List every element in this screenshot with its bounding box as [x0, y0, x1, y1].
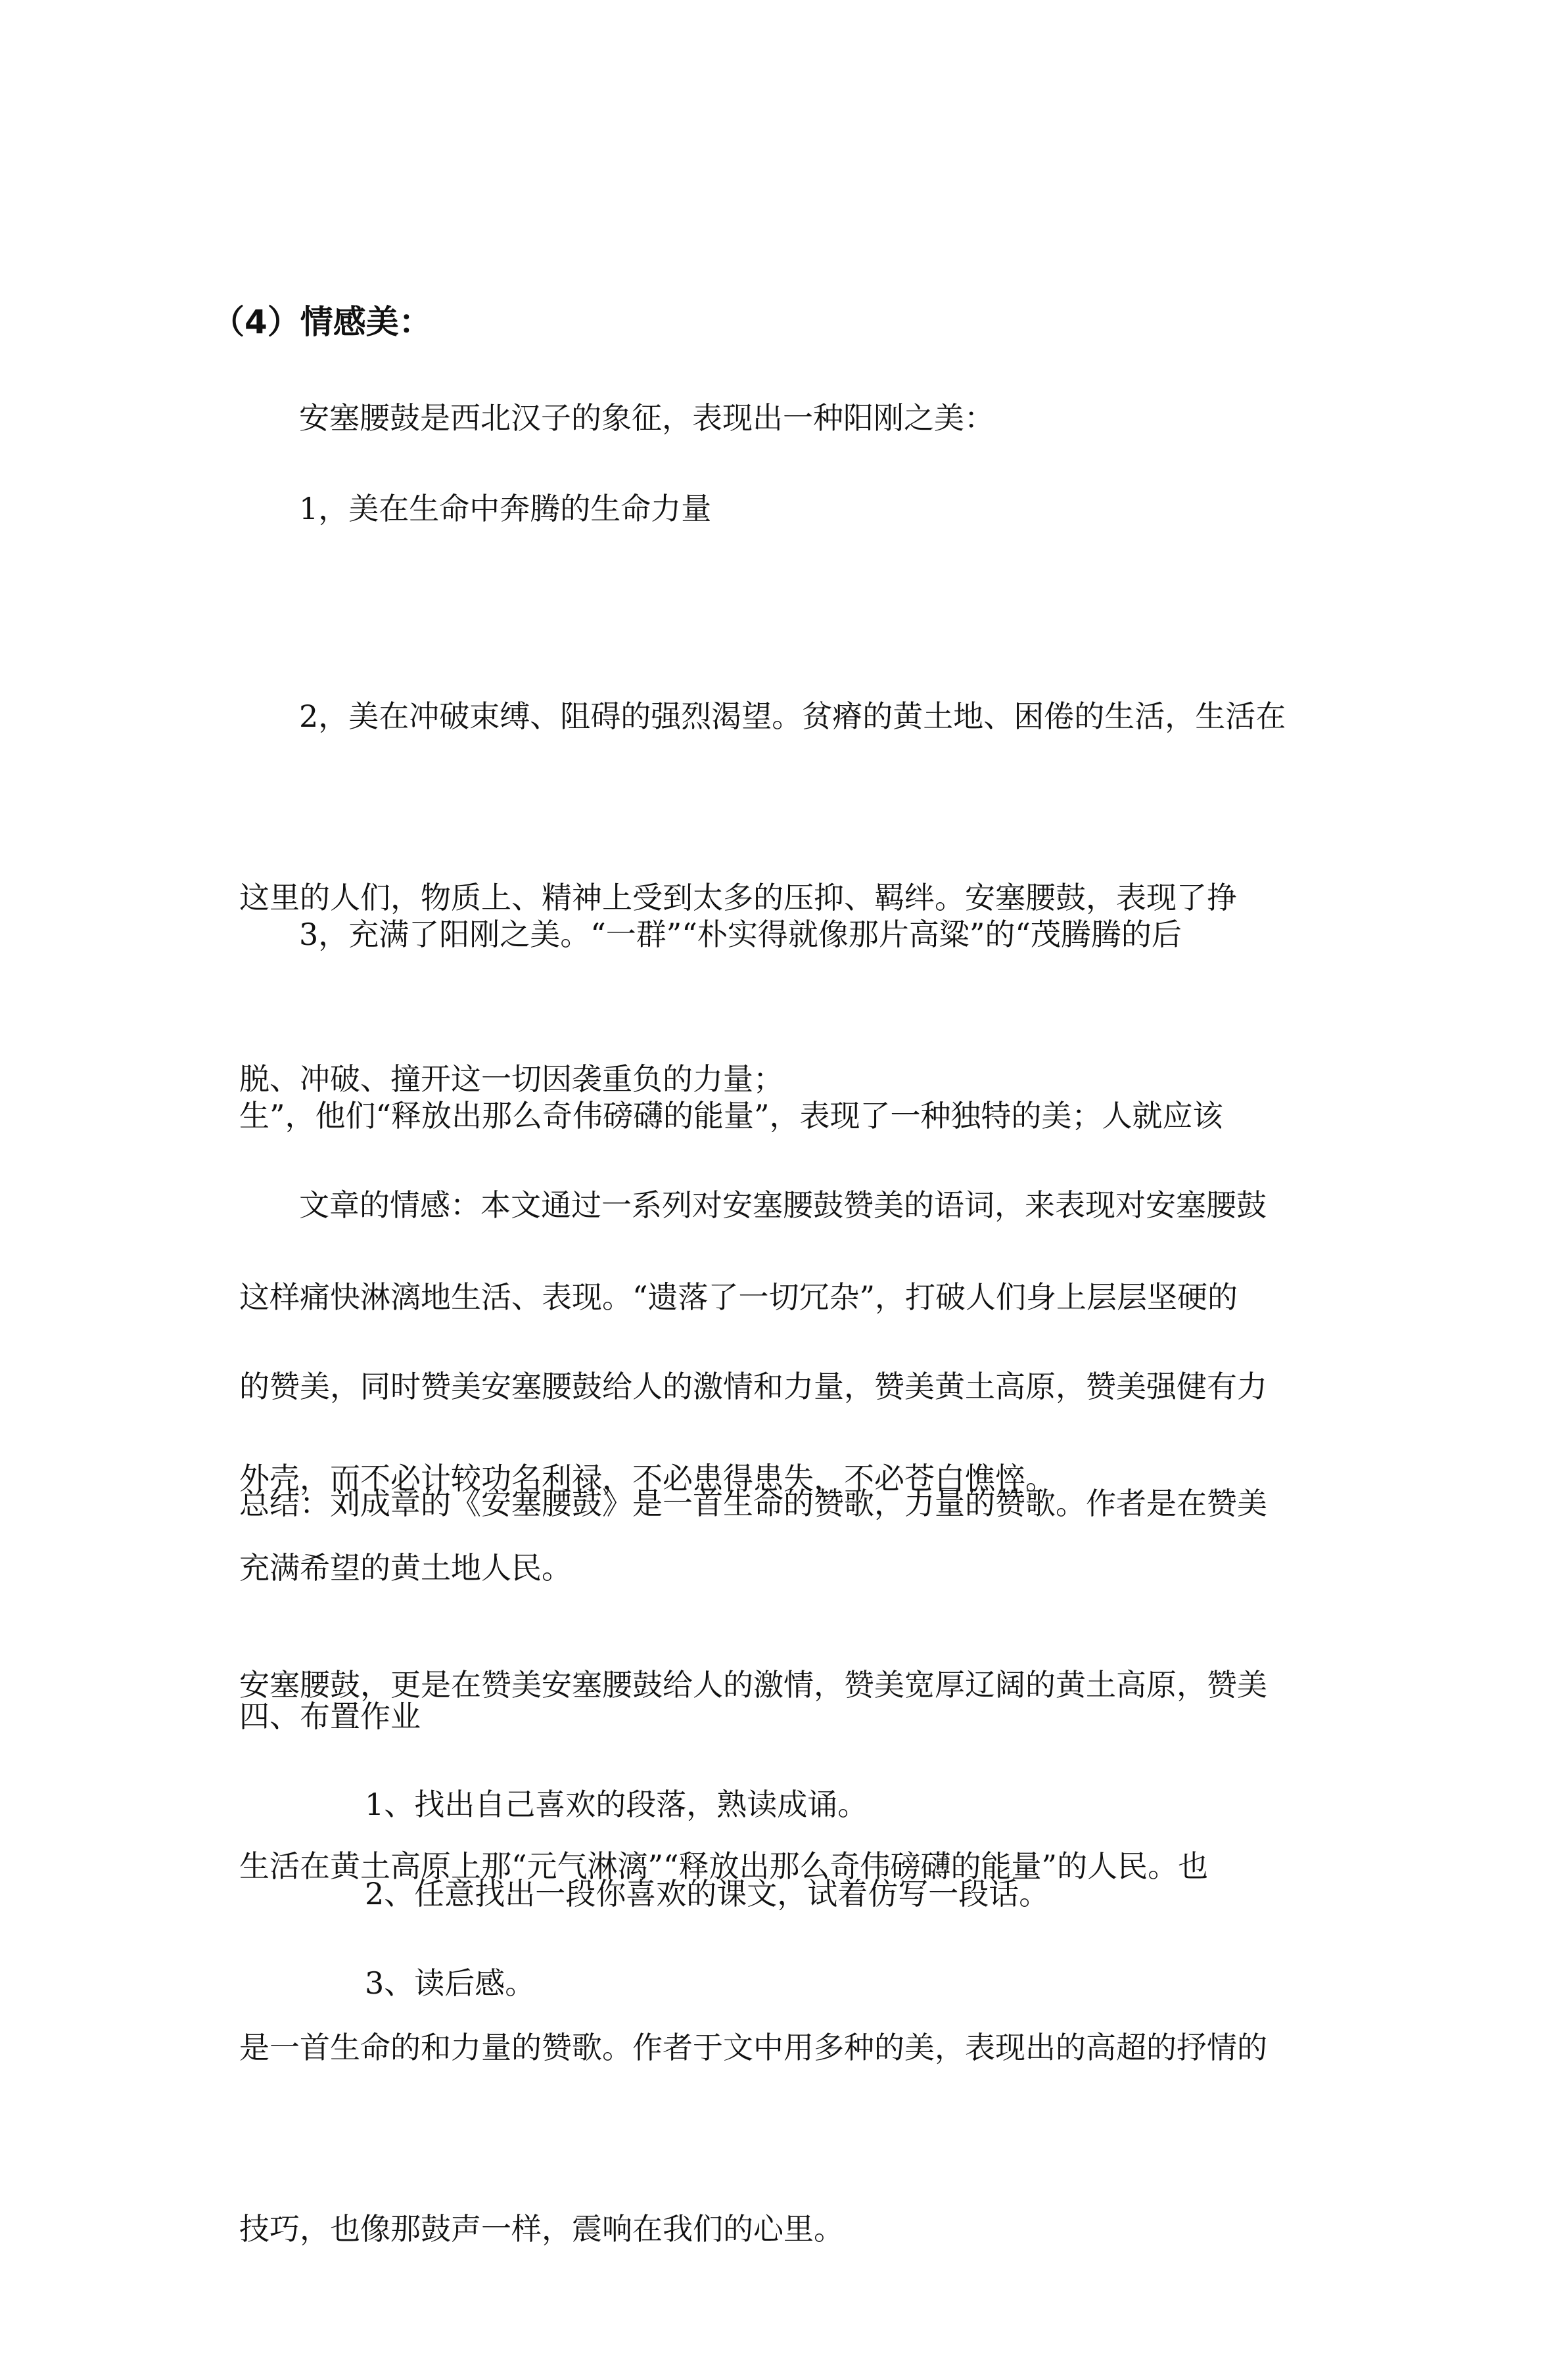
emotion-line-1: 文章的情感：本文通过一系列对安塞腰鼓赞美的语词，来表现对安塞腰鼓	[299, 1187, 1267, 1223]
emotion-line-3: 充满希望的黄土地人民。	[239, 1550, 572, 1586]
homework-item-1: 1、找出自己喜欢的段落，熟读成诵。	[365, 1787, 868, 1822]
point-3-line-1: 3，充满了阳刚之美。“一群”“朴实得就像那片高粱”的“茂腾腾的后	[299, 917, 1182, 952]
intro-paragraph: 安塞腰鼓是西北汉子的象征，表现出一种阳刚之美：	[299, 400, 994, 436]
emotion-line-2: 的赞美，同时赞美安塞腰鼓给人的激情和力量，赞美黄土高原，赞美强健有力	[239, 1369, 1267, 1404]
homework-item-2: 2、任意找出一段你喜欢的课文，试着仿写一段话。	[365, 1876, 1050, 1911]
point-2-line-3: 脱、冲破、撞开这一切因袭重负的力量；	[239, 1061, 783, 1097]
homework-title: 四、布置作业	[239, 1699, 421, 1734]
point-3-line-2: 生”，他们“释放出那么奇伟磅礴的能量”，表现了一种独特的美；人就应该	[239, 1098, 1223, 1133]
point-3-line-3: 这样痛快淋漓地生活、表现。“遗落了一切冗杂”，打破人们身上层层坚硬的	[239, 1279, 1238, 1315]
point-2-line-1: 2，美在冲破束缚、阻碍的强烈渴望。贫瘠的黄土地、困倦的生活，生活在	[299, 698, 1286, 734]
point-2-line-2: 这里的人们，物质上、精神上受到太多的压抑、羁绊。安塞腰鼓，表现了挣	[239, 880, 1237, 915]
summary-line-4: 是一首生命的和力量的赞歌。作者于文中用多种的美，表现出的高超的抒情的	[239, 2030, 1267, 2065]
summary-line-2: 安塞腰鼓，更是在赞美安塞腰鼓给人的激情，赞美宽厚辽阔的黄土高原，赞美	[239, 1667, 1267, 1703]
summary-line-3: 生活在黄土高原上那“元气淋漓”“释放出那么奇伟磅礴的能量”的人民。也	[239, 1848, 1209, 1884]
section-heading: （4）情感美：	[212, 303, 432, 341]
summary-line-1: 总结：刘成章的《安塞腰鼓》是一首生命的赞歌，力量的赞歌。作者是在赞美	[239, 1486, 1267, 1521]
homework-item-3: 3、读后感。	[365, 1965, 536, 2001]
summary-line-5: 技巧，也像那鼓声一样，震响在我们的心里。	[239, 2211, 844, 2247]
point-1: 1，美在生命中奔腾的生命力量	[299, 491, 712, 526]
point-3-line-4: 外壳，而不必计较功名利禄，不必患得患失，不必苍白憔悴。	[239, 1461, 1056, 1496]
